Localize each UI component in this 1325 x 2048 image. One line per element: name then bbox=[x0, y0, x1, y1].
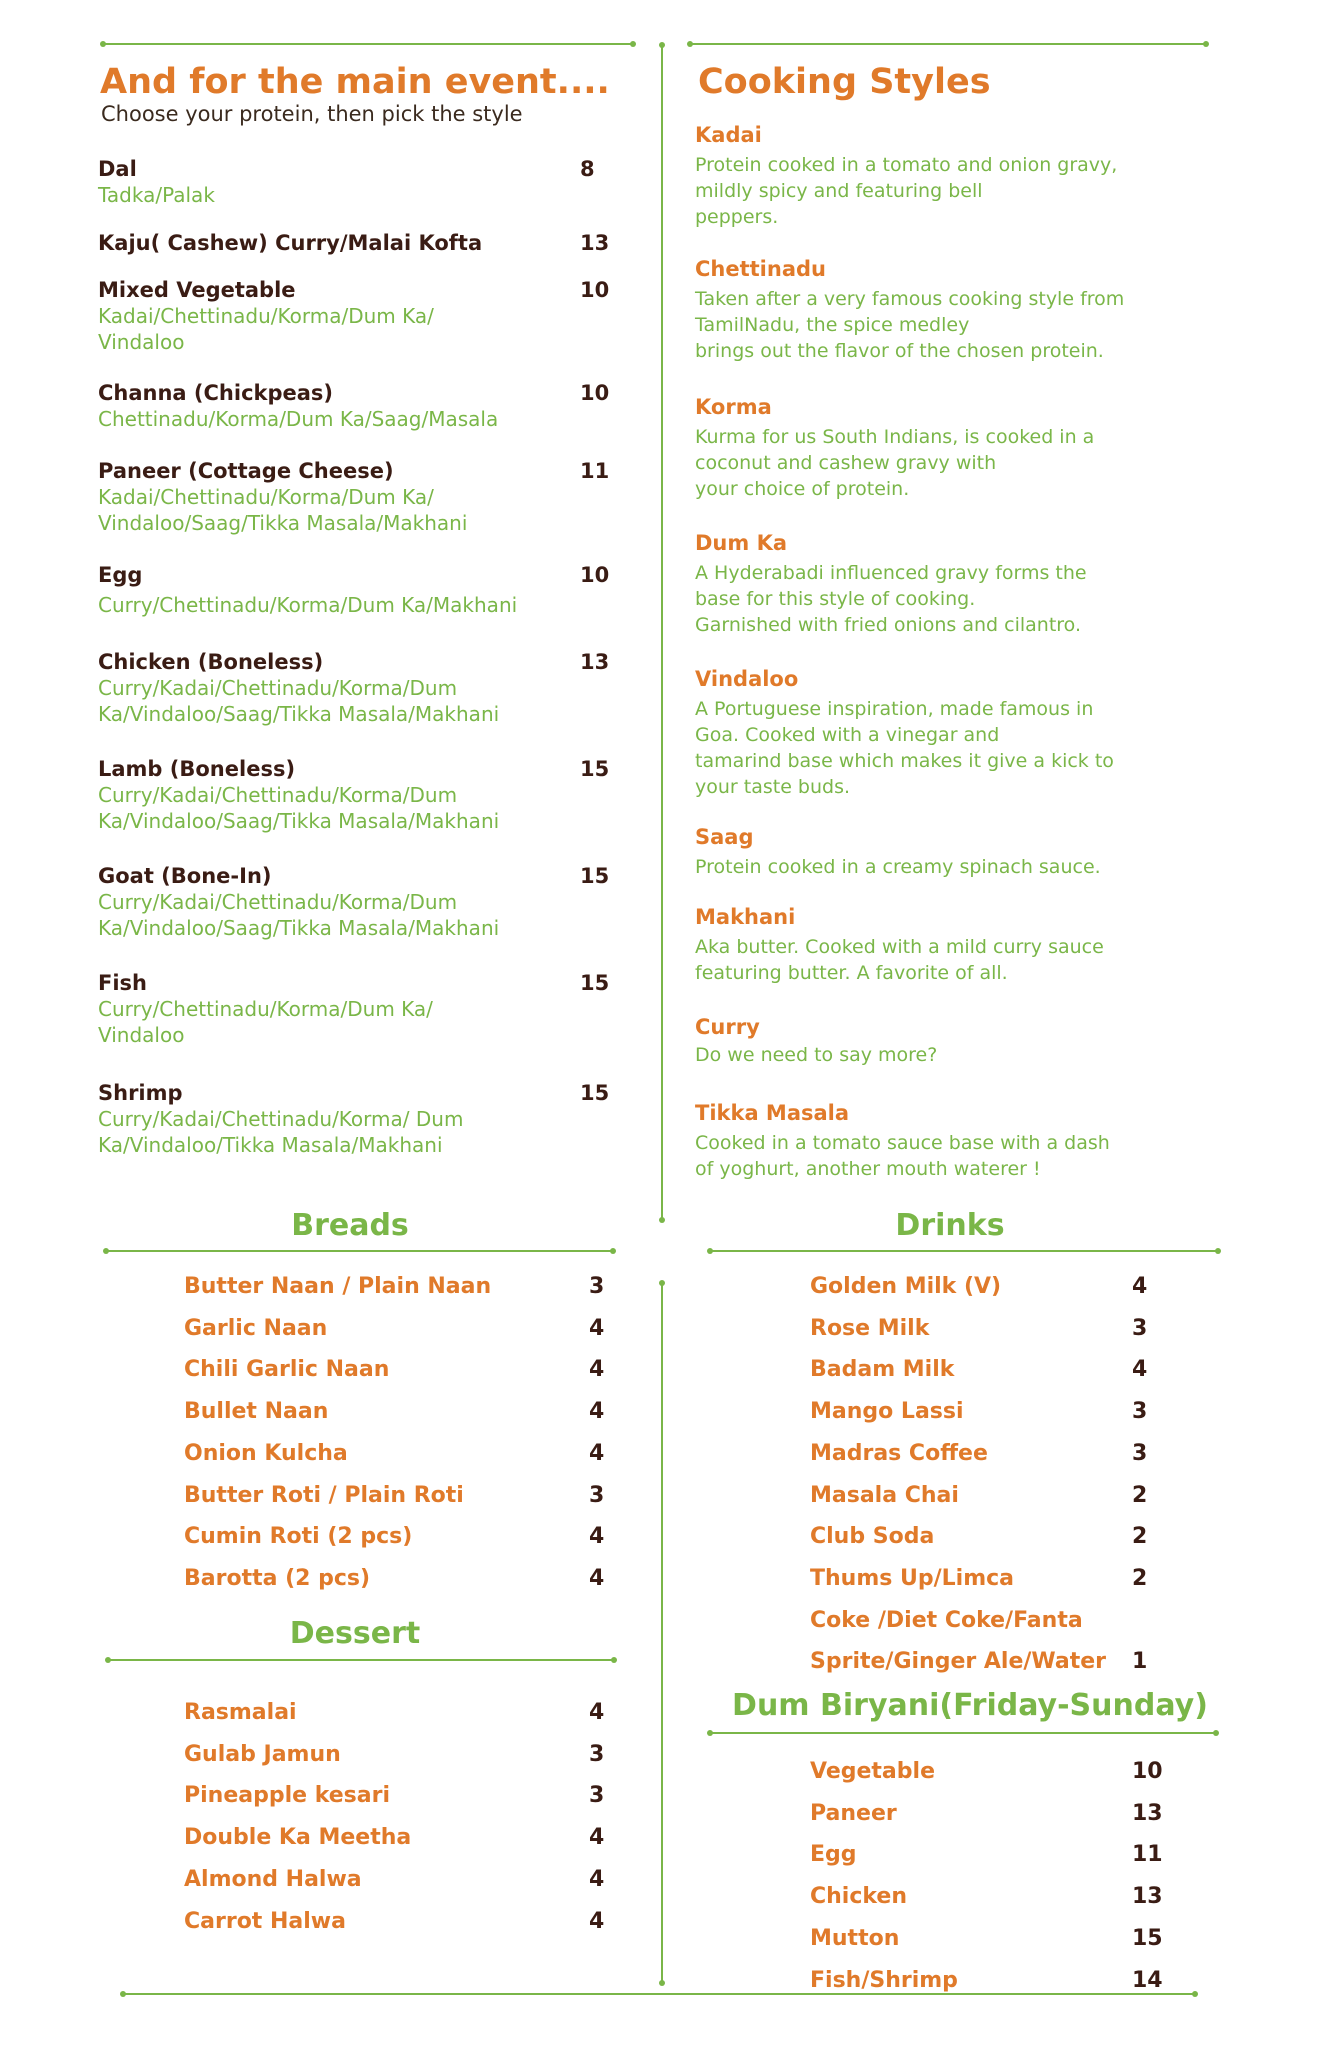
main-item-chicken bbox=[98, 649, 618, 727]
style-item-tikka-masala bbox=[695, 1100, 1215, 1182]
main-item-styles: Curry/Kadai/Chettinadu/Korma/ Dum Ka/Vindaloo/Tikka Masala/Makhani bbox=[98, 1107, 464, 1157]
list-item-price: 4 bbox=[589, 1866, 605, 1892]
main-item-price: 8 bbox=[580, 157, 595, 181]
main-item-goat bbox=[98, 863, 618, 941]
main-item-name: Egg bbox=[98, 563, 143, 587]
list-item-price: 4 bbox=[589, 1357, 605, 1383]
list-item bbox=[184, 1316, 629, 1346]
biryani-title: Dum Biryani(Friday-Sunday) bbox=[732, 1688, 1208, 1723]
list-item-price: 4 bbox=[589, 1700, 605, 1725]
breads-title: Breads bbox=[291, 1208, 409, 1243]
list-item-name: Almond Halwa bbox=[184, 1866, 362, 1892]
list-item-price: 3 bbox=[589, 1783, 605, 1809]
list-item-price: 4 bbox=[589, 1315, 605, 1341]
divider-vertical-bottom bbox=[661, 1283, 663, 1983]
list-item bbox=[184, 1783, 629, 1813]
list-item bbox=[184, 1524, 629, 1554]
list-item-price: 4 bbox=[589, 1524, 605, 1550]
style-name: Chettinadu bbox=[695, 257, 826, 281]
list-item-name: Pineapple kesari bbox=[184, 1783, 391, 1809]
style-desc: Do we need to say more? bbox=[695, 1044, 938, 1066]
list-item bbox=[810, 1649, 1172, 1679]
main-item-price: 15 bbox=[580, 971, 610, 995]
list-item-name: Masala Chai bbox=[810, 1482, 959, 1508]
style-item-chettinadu bbox=[695, 256, 1215, 364]
list-item bbox=[184, 1742, 629, 1772]
style-item-makhani bbox=[695, 904, 1215, 986]
main-item-kaju bbox=[98, 230, 618, 256]
main-item-dal bbox=[98, 156, 618, 208]
list-item-price: 2 bbox=[1132, 1482, 1148, 1508]
list-item-name: Vegetable bbox=[810, 1759, 935, 1784]
main-item-price: 15 bbox=[580, 757, 610, 781]
list-item bbox=[184, 1357, 629, 1387]
main-item-styles: Curry/Kadai/Chettinadu/Korma/Dum Ka/Vindaloo/Saag/Tikka Masala/Makhani bbox=[98, 676, 500, 726]
list-item-name: Coke /Diet Coke/Fanta bbox=[810, 1607, 1083, 1633]
style-item-curry bbox=[695, 1014, 1215, 1068]
main-item-name: Chicken (Boneless) bbox=[98, 650, 324, 674]
style-name: Curry bbox=[695, 1015, 760, 1039]
list-item-price: 3 bbox=[589, 1741, 605, 1767]
main-item-styles: Tadka/Palak bbox=[98, 183, 215, 207]
list-item-price: 4 bbox=[589, 1825, 605, 1851]
style-item-dum-ka bbox=[695, 530, 1215, 638]
list-item-name: Fish/Shrimp bbox=[810, 1967, 958, 1993]
dessert-title: Dessert bbox=[289, 1616, 421, 1651]
main-item-name: Paneer (Cottage Cheese) bbox=[98, 459, 394, 483]
list-item bbox=[184, 1825, 629, 1855]
list-item-name: Carrot Halwa bbox=[184, 1908, 346, 1934]
main-item-styles: Curry/Kadai/Chettinadu/Korma/Dum Ka/Vindaloo/Saag/Tikka Masala/Makhani bbox=[98, 783, 500, 833]
main-item-name: Shrimp bbox=[98, 1081, 183, 1105]
main-item-channa bbox=[98, 380, 618, 432]
list-item bbox=[810, 1566, 1172, 1596]
list-item-price: 2 bbox=[1132, 1524, 1148, 1550]
style-name: Tikka Masala bbox=[695, 1101, 850, 1125]
list-item bbox=[810, 1926, 1172, 1956]
list-item-name: Club Soda bbox=[810, 1524, 935, 1550]
divider-top-left bbox=[103, 43, 633, 45]
list-item bbox=[810, 1483, 1172, 1513]
list-item bbox=[810, 1316, 1172, 1346]
list-item-price: 1 bbox=[1132, 1649, 1148, 1675]
list-item-price: 4 bbox=[589, 1565, 605, 1591]
style-name: Makhani bbox=[695, 905, 796, 929]
style-desc: Aka butter. Cooked with a mild curry sauce featuring butter. A favorite of all. bbox=[695, 936, 1104, 984]
list-item bbox=[810, 1441, 1172, 1471]
main-item-price: 10 bbox=[580, 278, 610, 302]
list-item bbox=[184, 1700, 629, 1730]
list-item-name: Double Ka Meetha bbox=[184, 1825, 412, 1851]
main-item-name: Goat (Bone-In) bbox=[98, 864, 272, 888]
main-item-shrimp bbox=[98, 1080, 618, 1158]
divider-top-right bbox=[690, 43, 1206, 45]
main-item-styles: Kadai/Chettinadu/Korma/Dum Ka/ Vindaloo/Saag/Tikka Masala/Makhani bbox=[98, 485, 468, 535]
divider-biryani bbox=[710, 1732, 1216, 1734]
main-item-name: Kaju( Cashew) Curry/Malai Kofta bbox=[98, 231, 483, 255]
main-item-price: 13 bbox=[580, 231, 610, 255]
list-item-name: Gulab Jamun bbox=[184, 1741, 341, 1767]
style-name: Saag bbox=[695, 825, 754, 849]
list-item bbox=[184, 1867, 629, 1897]
style-desc: Kurma for us South Indians, is cooked in a coconut and cashew gravy with your choice of protein. bbox=[695, 426, 1095, 500]
list-item-name: Onion Kulcha bbox=[184, 1440, 348, 1466]
list-item bbox=[810, 1842, 1172, 1872]
list-item bbox=[184, 1441, 629, 1471]
list-item bbox=[810, 1884, 1172, 1914]
style-desc: A Hyderabadi influenced gravy forms the base for this style of cooking. Garnished with fried onions and cilantro. bbox=[695, 562, 1087, 636]
list-item-price: 3 bbox=[1132, 1399, 1148, 1425]
list-item-price: 4 bbox=[1132, 1274, 1148, 1299]
style-name: Kadai bbox=[695, 123, 762, 147]
style-name: Dum Ka bbox=[695, 531, 788, 555]
main-subtitle: Choose your protein, then pick the style bbox=[101, 102, 523, 126]
list-item-price: 4 bbox=[589, 1908, 605, 1934]
main-item-styles: Kadai/Chettinadu/Korma/Dum Ka/ Vindaloo bbox=[98, 304, 434, 354]
list-item-name: Thums Up/Limca bbox=[810, 1565, 1015, 1591]
list-item-name: Butter Roti / Plain Roti bbox=[184, 1482, 464, 1508]
list-item bbox=[184, 1566, 629, 1596]
style-item-kadai bbox=[695, 122, 1215, 230]
list-item bbox=[810, 1608, 1172, 1638]
list-item bbox=[184, 1399, 629, 1429]
list-item-price: 13 bbox=[1132, 1800, 1163, 1826]
main-item-styles: Curry/Chettinadu/Korma/Dum Ka/Makhani bbox=[98, 593, 518, 617]
list-item-price: 3 bbox=[1132, 1440, 1148, 1466]
style-name: Vindaloo bbox=[695, 667, 799, 691]
list-item-price: 15 bbox=[1132, 1925, 1163, 1951]
list-item-name: Cumin Roti (2 pcs) bbox=[184, 1524, 413, 1550]
main-item-name: Fish bbox=[98, 971, 147, 995]
list-item bbox=[184, 1483, 629, 1513]
list-item-price: 4 bbox=[1132, 1357, 1148, 1383]
style-name: Korma bbox=[695, 395, 772, 419]
main-item-name: Lamb (Boneless) bbox=[98, 757, 296, 781]
main-item-price: 15 bbox=[580, 1081, 610, 1105]
list-item bbox=[810, 1399, 1172, 1429]
list-item bbox=[810, 1524, 1172, 1554]
style-desc: Protein cooked in a tomato and onion gravy, mildly spicy and featuring bell peppers. bbox=[695, 154, 1118, 228]
main-item-name: Mixed Vegetable bbox=[98, 278, 296, 302]
main-item-price: 10 bbox=[580, 381, 610, 405]
main-item-styles: Curry/Kadai/Chettinadu/Korma/Dum Ka/Vindaloo/Saag/Tikka Masala/Makhani bbox=[98, 890, 500, 940]
list-item-name: Badam Milk bbox=[810, 1357, 955, 1383]
list-item-name: Mango Lassi bbox=[810, 1399, 964, 1425]
list-item-name: Rose Milk bbox=[810, 1315, 930, 1341]
list-item-name: Golden Milk (V) bbox=[810, 1274, 1002, 1299]
list-item bbox=[810, 1759, 1172, 1789]
list-item-price: 3 bbox=[1132, 1315, 1148, 1341]
list-item-price: 2 bbox=[1132, 1565, 1148, 1591]
main-item-mixed-vegetable bbox=[98, 277, 618, 355]
main-item-price: 15 bbox=[580, 864, 610, 888]
list-item bbox=[184, 1274, 629, 1304]
list-item-name: Paneer bbox=[810, 1800, 897, 1826]
divider-dessert bbox=[108, 1659, 614, 1661]
main-item-price: 13 bbox=[580, 650, 610, 674]
main-item-name: Channa (Chickpeas) bbox=[98, 381, 334, 405]
main-item-price: 11 bbox=[580, 459, 610, 483]
divider-drinks bbox=[710, 1250, 1218, 1252]
list-item-price: 4 bbox=[589, 1440, 605, 1466]
divider-breads bbox=[106, 1250, 613, 1252]
list-item-name: Madras Coffee bbox=[810, 1440, 988, 1466]
list-item-price: 10 bbox=[1132, 1759, 1163, 1784]
main-item-fish bbox=[98, 970, 618, 1048]
list-item bbox=[810, 1274, 1172, 1304]
list-item-price: 13 bbox=[1132, 1884, 1163, 1910]
list-item-name: Bullet Naan bbox=[184, 1399, 329, 1425]
list-item bbox=[810, 1968, 1172, 1998]
list-item-price: 4 bbox=[589, 1399, 605, 1425]
main-item-styles: Chettinadu/Korma/Dum Ka/Saag/Masala bbox=[98, 407, 499, 431]
list-item-name: Mutton bbox=[810, 1925, 900, 1951]
list-item bbox=[810, 1801, 1172, 1831]
main-item-price: 10 bbox=[580, 563, 610, 587]
list-item-price: 11 bbox=[1132, 1842, 1163, 1868]
cooking-styles-title: Cooking Styles bbox=[698, 62, 991, 102]
main-item-egg bbox=[98, 562, 618, 618]
list-item-name: Barotta (2 pcs) bbox=[184, 1565, 371, 1591]
list-item-name: Chili Garlic Naan bbox=[184, 1357, 390, 1383]
drinks-title: Drinks bbox=[895, 1208, 1005, 1243]
list-item-name: Rasmalai bbox=[184, 1700, 297, 1725]
main-item-name: Dal bbox=[98, 157, 137, 181]
divider-vertical-top bbox=[661, 45, 663, 1220]
style-desc: A Portuguese inspiration, made famous in Goa. Cooked with a vinegar and tamarind base which makes it give a kick to your taste buds. bbox=[695, 698, 1114, 798]
style-desc: Cooked in a tomato sauce base with a dash of yoghurt, another mouth waterer ! bbox=[695, 1132, 1110, 1180]
list-item-name: Chicken bbox=[810, 1884, 908, 1910]
style-item-vindaloo bbox=[695, 666, 1215, 800]
list-item-name: Butter Naan / Plain Naan bbox=[184, 1274, 492, 1299]
list-item-price: 3 bbox=[589, 1482, 605, 1508]
main-item-paneer bbox=[98, 458, 618, 536]
main-item-lamb bbox=[98, 756, 618, 834]
list-item bbox=[810, 1357, 1172, 1387]
list-item-price: 14 bbox=[1132, 1967, 1163, 1993]
style-item-saag bbox=[695, 824, 1215, 880]
style-desc: Taken after a very famous cooking style from TamilNadu, the spice medley brings out the flavor of the chosen protein. bbox=[695, 288, 1125, 362]
list-item-name: Egg bbox=[810, 1842, 857, 1868]
style-item-korma bbox=[695, 394, 1215, 502]
list-item-price: 3 bbox=[589, 1274, 605, 1299]
main-title: And for the main event.... bbox=[100, 62, 610, 102]
list-item bbox=[184, 1909, 629, 1939]
main-item-styles: Curry/Chettinadu/Korma/Dum Ka/ Vindaloo bbox=[98, 997, 433, 1047]
list-item-name: Sprite/Ginger Ale/Water bbox=[810, 1649, 1107, 1675]
list-item-name: Garlic Naan bbox=[184, 1315, 328, 1341]
style-desc: Protein cooked in a creamy spinach sauce. bbox=[695, 856, 1101, 878]
